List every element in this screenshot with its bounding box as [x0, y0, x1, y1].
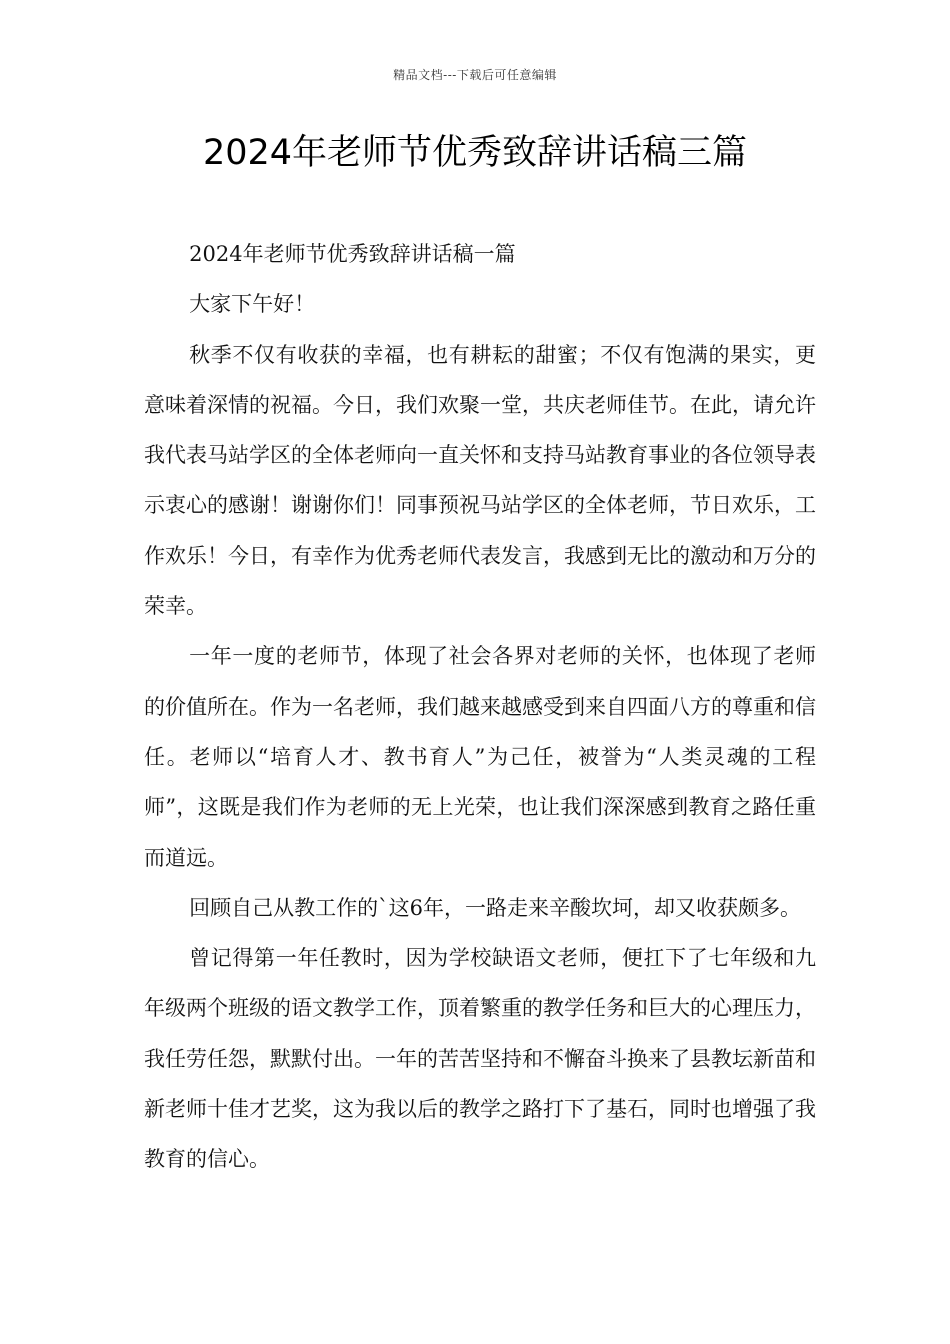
body-paragraph: 曾记得第一年任教时，因为学校缺语文老师，便扛下了七年级和九年级两个班级的语文教学工作，顶着繁重的教学任务和巨大的心理压力，我任劳任怨，默默付出。一年的苦苦坚持和不懈奋斗换来了县教坛新苗和新老师十佳才艺奖，这为我以后的教学之路打下了基石，同时也增强了我教育的信心。: [144, 946, 816, 1172]
document-title: 2024年老师节优秀致辞讲话稿三篇: [202, 133, 748, 173]
body-paragraph: 一年一度的老师节，体现了社会各界对老师的关怀，也体现了老师的价值所在。作为一名老师，我们越来越感受到来自四面八方的尊重和信任。老师以“培育人才、教书育人”为己任，被誉为“人类灵魂的工程师”，这既是我们作为老师的无上光荣，也让我们深深感到教育之路任重而道远。: [144, 644, 816, 870]
body-paragraph: 秋季不仅有收获的幸福，也有耕耘的甜蜜；不仅有饱满的果实，更意味着深情的祝福。今日，我们欢聚一堂，共庆老师佳节。在此，请允许我代表马站学区的全体老师向一直关怀和支持马站教育事业的各位领导表示衷心的感谢！谢谢你们！同事预祝马站学区的全体老师，节日欢乐，工作欢乐！今日，有幸作为优秀老师代表发言，我感到无比的激动和万分的荣幸。: [144, 342, 816, 619]
greeting-paragraph: 大家下午好！: [189, 292, 316, 317]
document-body: [144, 229, 816, 1185]
header-note: 精品文档---下载后可任意编辑: [393, 68, 557, 82]
body-paragraph: 回顾自己从教工作的`这6年，一路走来辛酸坎坷，却又收获颇多。: [189, 895, 801, 920]
subtitle-paragraph: 2024年老师节优秀致辞讲话稿一篇: [189, 242, 516, 266]
